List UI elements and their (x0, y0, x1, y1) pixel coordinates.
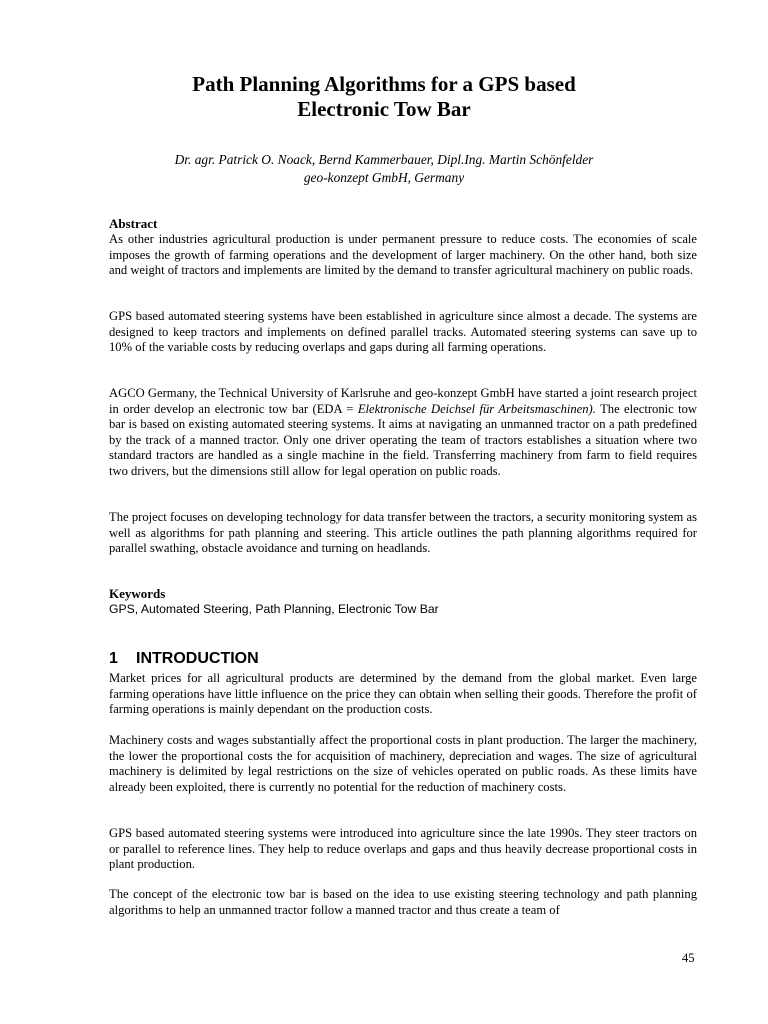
intro-paragraph-2: Machinery costs and wages substantially affect the proportional costs in plant production. The larger the machinery, the lower the proportional costs the for acquisition of machinery, depreciation and wages. The size of agricultural machinery is delimited by legal restrictions on the size of vehicles operated on public roads. As these limits have already been exploited, there is currently no potential for the reduction of machinery costs. (109, 733, 697, 794)
intro-paragraph-4: The concept of the electronic tow bar is based on the idea to use existing steering technology and path planning algorithms to help an unmanned tractor follow a manned tractor and thus create a team of (109, 887, 697, 917)
abstract-paragraph-4: The project focuses on developing technology for data transfer between the tractors, a security monitoring system as well as algorithms for path planning and steering. This article outlines the path planning algorithms required for parallel swathing, obstacle avoidance and turning on headlands. (109, 510, 697, 556)
keywords-section (109, 586, 697, 618)
abstract-p3-italic: Elektronische Deichsel für Arbeitsmaschinen). (357, 401, 596, 416)
author-names: Dr. agr. Patrick O. Noack, Bernd Kammerbauer, Dipl.Ing. Martin Schönfelder (174, 152, 594, 167)
abstract-paragraph-1: As other industries agricultural production is under permanent pressure to reduce costs. The economies of scale imposes the growth of farming operations and the development of larger machinery. On the other hand, both size and weight of tractors and implements are limited by the demand to transfer agricultural machinery on public roads. (109, 232, 697, 278)
abstract-paragraph-3 (109, 386, 697, 479)
section-1-title: INTRODUCTION (136, 650, 259, 667)
intro-paragraph-2-block (109, 733, 697, 795)
title-line-2: Electronic Tow Bar (297, 97, 471, 121)
keywords-text: GPS, Automated Steering, Path Planning, Electronic Tow Bar (109, 602, 439, 616)
abstract-p3-text-a: AGCO Germany, the Technical University of Karlsruhe and geo-konzept GmbH have started a joint research project in order develop an electronic tow bar (EDA = (109, 386, 697, 416)
intro-paragraph-1-block (109, 671, 697, 718)
author-affiliation: geo-konzept GmbH, Germany (303, 170, 465, 185)
intro-paragraph-3-block (109, 826, 697, 873)
section-1-heading (109, 649, 259, 669)
abstract-p3-text-b: The electronic tow bar is based on existing automated steering systems. It aims at navigating an unmanned tractor on a path predefined by the track of a manned tractor. Only one driver operating the team of tractors establishes a situation where two standard tractors are handled as a single machine in the field. Transferring machinery from farm to field requires two drivers, but the dimensions still allow for legal operation on public roads. (109, 401, 697, 478)
keywords-heading: Keywords (109, 586, 166, 601)
abstract-paragraph-4-block (109, 510, 697, 557)
paper-title (0, 72, 768, 122)
abstract-paragraph-3-block (109, 386, 697, 479)
page-number: 45 (682, 951, 695, 965)
section-1-number: 1 (109, 650, 118, 667)
abstract-paragraph-2-block (109, 309, 697, 356)
abstract-section (109, 216, 697, 279)
intro-paragraph-4-block (109, 887, 697, 918)
intro-paragraph-3: GPS based automated steering systems were introduced into agriculture since the late 1990s. They steer tractors on or parallel to reference lines. They help to reduce overlaps and gaps and thus heavily decrease proportional costs in plant production. (109, 826, 697, 872)
title-line-1: Path Planning Algorithms for a GPS based (192, 72, 576, 96)
author-block (0, 151, 768, 187)
abstract-heading: Abstract (109, 216, 158, 231)
intro-paragraph-1: Market prices for all agricultural products are determined by the demand from the global market. Even large farming operations have little influence on the price they can obtain when selling their goods. Therefore the profit of farming operations is mainly dependant on the production costs. (109, 671, 697, 717)
abstract-paragraph-2: GPS based automated steering systems have been established in agriculture since almost a decade. The systems are designed to keep tractors and implements on defined parallel tracks. Automated steering systems can save up to 10% of the variable costs by reducing overlaps and gaps during all farming operations. (109, 309, 697, 355)
